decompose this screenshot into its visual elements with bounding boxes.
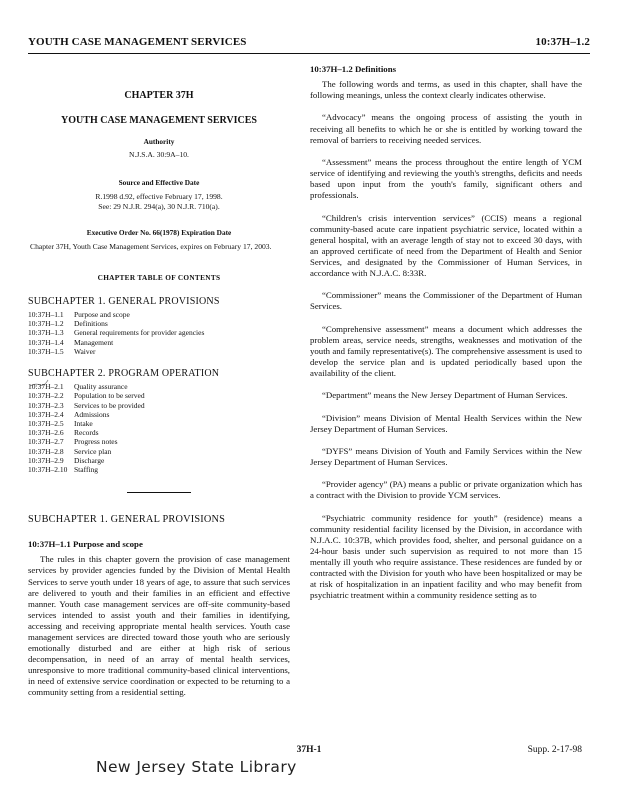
toc-item-title: Intake: [74, 418, 93, 428]
toc-item-number: 10:37H–2.2: [28, 391, 64, 401]
toc-item-title: Services to be provided: [74, 400, 145, 410]
rule-heading: 10:37H–1.1 Purpose and scope: [28, 539, 143, 550]
definition-paragraph: “Children's crisis intervention services” (CCIS) means a regional community-based acute care inpatient psychiatric service, located within a general hospital, with an average length of stay not to exceed 30 days, with an approved certificate of need from the Department of Health and Senior Services, and designated by the Commissioner of Human Services, in accordance with N.J.A.C. 8:33R.: [310, 212, 582, 278]
supplement-date: Supp. 2-17-98: [527, 745, 582, 755]
toc-item: [28, 310, 290, 319]
authority-text: N.J.S.A. 30:9A–10.: [129, 150, 189, 160]
definition-paragraph: “Commissioner” means the Commissioner of the Department of Human Services.: [310, 290, 582, 312]
toc-item-title: General requirements for provider agencies: [74, 328, 205, 338]
toc-item-number: 10:37H–2.7: [28, 437, 64, 447]
toc-subchapter-1-heading: SUBCHAPTER 1. GENERAL PROVISIONS: [28, 295, 220, 307]
toc-item-title: Service plan: [74, 446, 112, 456]
toc-item-number: 10:37H–2.9: [28, 455, 64, 465]
toc-item-title: Admissions: [74, 409, 110, 419]
source-heading: Source and Effective Date: [118, 177, 200, 187]
definition-paragraph: “Comprehensive assessment” means a document which addresses the problem areas, service needs, strengths, weaknesses and motivation of the youth and family representative(s). The comprehensive assessment is used to develop the service plan and is updated periodically based upon the availability of the client.: [310, 323, 582, 378]
definition-paragraph: “Division” means Division of Mental Health Services within the New Jersey Department of Human Services.: [310, 412, 582, 434]
toc-item: [28, 410, 290, 419]
toc-item-number: 10:37H–2.8: [28, 446, 64, 456]
definition-paragraph: “Provider agency” (PA) means a public or private organization which has a contract with the Division to provide YCM services.: [310, 479, 582, 501]
toc-item: [28, 319, 290, 328]
toc-item-number: 10:37H–1.5: [28, 346, 64, 356]
toc-item-title: Waiver: [74, 346, 96, 356]
definition-paragraph: “Psychiatric community residence for youth” (residence) means a community residential facility licensed by the Division, in accordance with N.J.A.C. 10:37B, which provides food, shelter, and personal guidance on a 24-hour basis under such supervision as required to not more than 15 mentally ill youth who require assistance. These residences are funded by or contracted with the Division for youth who have been hospitalized or may be at risk of hospitalization in an inpatient facility and who may benefit from psychiatric treatment within a community residence setting as to: [310, 512, 582, 601]
toc-subchapter-2-list: [28, 382, 290, 474]
toc-item: [28, 437, 290, 446]
toc-item-number: 10:37H–2.4: [28, 409, 64, 419]
definitions-intro: The following words and terms, as used in this chapter, shall have the following meanings, unless the context clearly indicates otherwise.: [310, 79, 582, 101]
toc-item: [28, 391, 290, 400]
running-header: [28, 32, 590, 54]
source-text: [28, 192, 290, 211]
toc-item: [28, 328, 290, 337]
toc-item-number: 10:37H–1.1: [28, 310, 64, 320]
toc-item-title: Records: [74, 428, 99, 438]
header-title: YOUTH CASE MANAGEMENT SERVICES: [28, 36, 247, 48]
definition-paragraph: “Department” means the New Jersey Department of Human Services.: [322, 390, 568, 401]
page-number: 37H-1: [296, 745, 322, 755]
toc-item-number: 10:37H–1.4: [28, 337, 64, 347]
toc-item-title: Population to be served: [74, 391, 145, 401]
source-line: R.1998 d.92, effective February 17, 1998.: [95, 191, 223, 201]
toc-heading: CHAPTER TABLE OF CONTENTS: [97, 272, 221, 282]
toc-item-number: 10:37H–2.1: [28, 382, 64, 392]
toc-item-number: 10:37H–1.3: [28, 328, 64, 338]
chapter-title: YOUTH CASE MANAGEMENT SERVICES: [61, 115, 257, 127]
definition-paragraph: “Assessment” means the process throughout the entire length of YCM service of identifying and reviewing the youth's strengths, deficits and needs based upon input from the youth's family, significant others and professionals.: [310, 156, 582, 201]
exec-order-text: Chapter 37H, Youth Case Management Services, expires on February 17, 2003.: [30, 242, 272, 252]
toc-item: [28, 382, 290, 391]
definition-paragraph: “Advocacy” means the ongoing process of assisting the youth in receiving all benefits to which he or she is entitled by working toward the removal of barriers to receiving needed services.: [310, 112, 582, 145]
toc-item: [28, 465, 290, 474]
toc-item-title: Definitions: [74, 319, 108, 329]
library-stamp: New Jersey State Library: [96, 758, 297, 776]
toc-subchapter-1-list: [28, 310, 290, 356]
toc-item-number: 10:37H–2.6: [28, 428, 64, 438]
toc-item-title: Quality assurance: [74, 382, 128, 392]
toc-item-title: Staffing: [74, 464, 99, 474]
rule-heading: 10:37H–1.2 Definitions: [310, 64, 397, 74]
toc-item: [28, 401, 290, 410]
source-line: See: 29 N.J.R. 294(a), 30 N.J.R. 710(a).: [98, 201, 220, 211]
toc-subchapter-2-heading: SUBCHAPTER 2. PROGRAM OPERATION: [28, 368, 220, 380]
toc-item: [28, 447, 290, 456]
toc-item-title: Discharge: [74, 455, 105, 465]
definition-paragraph: “DYFS” means Division of Youth and Family Services within the New Jersey Department of Human Services.: [310, 445, 582, 468]
toc-item-number: 10:37H–1.2: [28, 319, 64, 329]
toc-item: [28, 456, 290, 465]
chapter-number: CHAPTER 37H: [124, 90, 194, 101]
definitions-list: [310, 112, 582, 601]
toc-item: [28, 338, 290, 347]
right-column: [310, 64, 582, 601]
subchapter-heading: SUBCHAPTER 1. GENERAL PROVISIONS: [28, 514, 226, 526]
toc-item-number: 10:37H–2.5: [28, 418, 64, 428]
toc-item-title: Purpose and scope: [74, 310, 130, 320]
rule-body: The rules in this chapter govern the provision of case management services by provider agencies funded by the Division of Mental Health Services to serve youth under 18 years of age, to assure that such services are delivered to youth and their families in an efficient and effective manner. Youth case management services are off-site community-based services intended to assist youth and their families in identifying, accessing and receiving appropriate mental health services. Youth case management services are directed toward those youth who are seriously emotionally disturbed and are either at high risk of serious decompensation, in need of an array of mental health services, unresponsive to more traditional community-based clinical interventions, in need of extensive service coordination or expected to be returning to a community setting from a residential setting.: [28, 554, 290, 698]
divider: [127, 492, 191, 493]
toc-item: [28, 419, 290, 428]
toc-item: [28, 347, 290, 356]
toc-item-number: 10:37H–2.10: [28, 464, 68, 474]
authority-heading: Authority: [143, 137, 175, 147]
exec-order-heading: Executive Order No. 66(1978) Expiration Date: [86, 228, 232, 238]
left-column: [28, 64, 290, 699]
toc-item-title: Management: [74, 337, 114, 347]
header-section-number: 10:37H–1.2: [535, 36, 590, 48]
toc-item: [28, 428, 290, 437]
toc-item-title: Progress notes: [74, 437, 118, 447]
toc-item-number: 10:37H–2.3: [28, 400, 64, 410]
